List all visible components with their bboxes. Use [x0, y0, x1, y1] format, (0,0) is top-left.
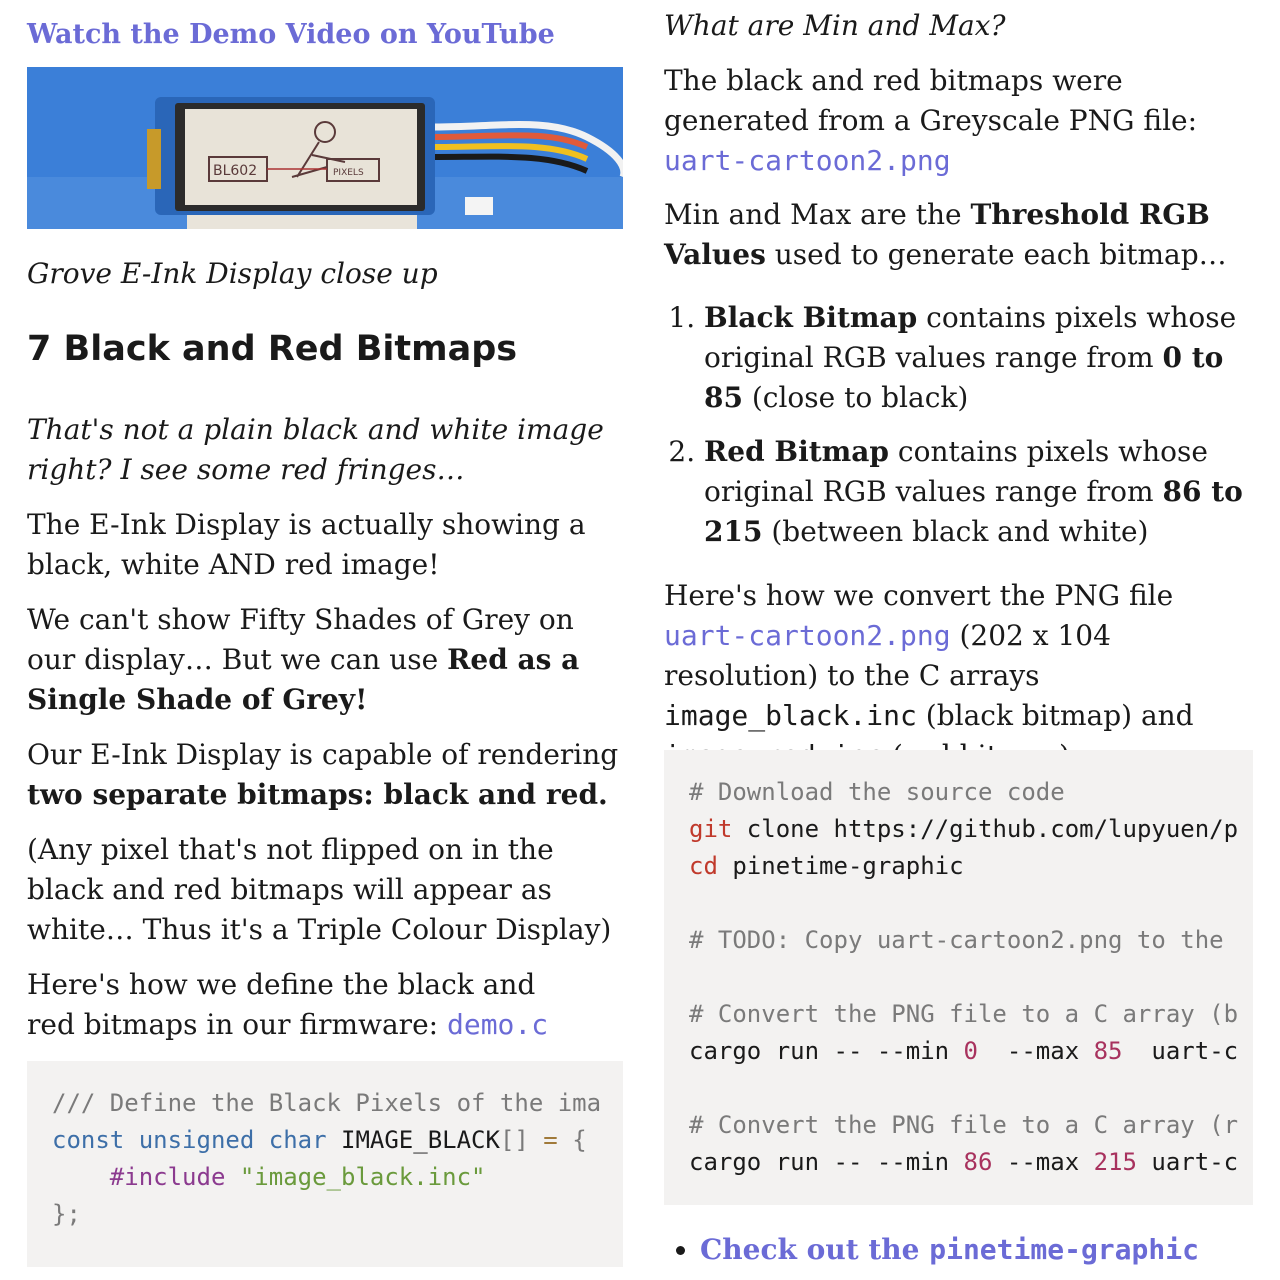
code-cd-args: pinetime-graphic [717, 852, 964, 880]
bullet-link-code: pinetime-graphic [929, 1233, 1199, 1266]
list-item-tail: (close to black) [742, 381, 969, 414]
code-cargo-b: --max [978, 1037, 1094, 1065]
list-item-range: 86 to 215 [704, 475, 1243, 548]
list-item [700, 1230, 1260, 1270]
code-brace-close: }; [52, 1200, 81, 1228]
right-paragraph-3-mid2: (black bitmap) and [916, 699, 1194, 732]
list-item-text: contains pixels whose original RGB values range from [704, 301, 1237, 374]
code-cmd-cd: cd [689, 852, 718, 880]
code-include: #include [109, 1163, 226, 1191]
code-cargo-a: cargo run -- --min [689, 1148, 964, 1176]
list-item [704, 298, 1256, 418]
code-git-args: clone https://github.com/lupyuen/p [732, 815, 1239, 843]
demo-video-link[interactable]: Watch the Demo Video on YouTube [27, 19, 555, 50]
paragraph-2-text: We can't show Fifty Shades of Grey on our display… But we can use [27, 603, 574, 676]
code-number: 215 [1093, 1148, 1137, 1176]
paragraph-1: The E-Ink Display is actually showing a black, white AND red image! [27, 508, 586, 581]
list-item-range: 0 to 85 [704, 341, 1224, 414]
italic-question: What are Min and Max? [664, 9, 1006, 42]
code-cargo-b: --max [992, 1148, 1094, 1176]
photo-caption: Grove E-Ink Display close up [27, 257, 438, 290]
bullet-link-text: Check out the [700, 1233, 930, 1266]
code-number: 86 [963, 1148, 993, 1176]
code-cargo-c: uart-c [1136, 1148, 1239, 1176]
list-item-bold: Red Bitmap [704, 435, 889, 468]
paragraph-3 [27, 735, 623, 815]
paragraph-3-bold: two separate bitmaps: black and red. [27, 778, 608, 811]
code-comment: # Download the source code [689, 778, 1065, 806]
right-paragraph-3 [664, 576, 1256, 776]
uart-cartoon-link-2[interactable]: uart-cartoon2.png [664, 619, 951, 652]
right-paragraph-3-text: Here's how we convert the PNG file [664, 579, 1174, 612]
inline-code-image-black: image_black.inc [664, 699, 917, 732]
code-number: 0 [963, 1037, 978, 1065]
right-paragraph-2-text: Min and Max are the [664, 198, 971, 231]
italic-intro: That's not a plain black and white image right? I see some red fringes… [27, 413, 604, 486]
uart-cartoon-link[interactable]: uart-cartoon2.png [664, 144, 951, 177]
right-paragraph-1-text: The black and red bitmaps were generated from a Greyscale PNG file: [664, 64, 1198, 137]
code-keyword: const unsigned char [52, 1126, 327, 1154]
paragraph-2-bold: Red as a Single Shade of Grey! [27, 643, 580, 716]
paragraph-3-text: Our E-Ink Display is capable of rendering [27, 738, 619, 771]
paragraph-5-text: Here's how we define the black and red bitmaps in our firmware: [27, 968, 536, 1041]
code-comment: # TODO: Copy uart-cartoon2.png to the [689, 926, 1224, 954]
threshold-list [664, 298, 1256, 566]
code-string: "image_black.inc" [239, 1163, 486, 1191]
list-item [704, 432, 1256, 552]
pinetime-graphic-link[interactable] [700, 1233, 1199, 1266]
bullet-list [664, 1230, 1260, 1270]
eink-photo-illustration [27, 67, 623, 229]
list-item-bold: Black Bitmap [704, 301, 918, 334]
code-block-convert [664, 750, 1253, 1205]
code-number: 85 [1093, 1037, 1123, 1065]
right-paragraph-3-mid: (202 x 104 resolution) to the C arrays [664, 619, 1111, 692]
paragraph-4: (Any pixel that's not flipped on in the black and red bitmaps will appear as white… Thus it's a Triple Colour Display) [27, 833, 612, 946]
code-comment: # Convert the PNG file to a C array (r [689, 1111, 1239, 1139]
code-equals: = [528, 1126, 573, 1154]
list-item-text: contains pixels whose original RGB values range from [704, 435, 1208, 508]
code-brackets: [] [499, 1126, 529, 1154]
eink-display-photo [27, 67, 623, 229]
sketch-text-pixels: PIXELS [333, 168, 364, 178]
code-cargo-a: cargo run -- --min [689, 1037, 964, 1065]
code-brace-open: { [572, 1126, 587, 1154]
paragraph-5 [27, 965, 587, 1045]
right-paragraph-2-bold: Threshold RGB Values [664, 198, 1210, 271]
code-comment: # Convert the PNG file to a C array (b [689, 1000, 1239, 1028]
code-block-demo-c [27, 1061, 623, 1267]
paragraph-2 [27, 600, 623, 720]
code-identifier: IMAGE_BLACK [326, 1126, 500, 1154]
demo-c-link[interactable]: demo.c [446, 1008, 549, 1041]
sketch-text-bl602: BL602 [213, 163, 258, 179]
section-heading: 7 Black and Red Bitmaps [27, 329, 518, 369]
code-cmd-git: git [689, 815, 733, 843]
right-paragraph-1 [664, 61, 1224, 181]
code-comment: /// Define the Black Pixels of the ima [52, 1089, 602, 1117]
right-paragraph-2-tail: used to generate each bitmap… [765, 238, 1227, 271]
code-cargo-c: uart-c [1122, 1037, 1239, 1065]
list-item-tail: (between black and white) [762, 515, 1149, 548]
right-paragraph-2 [664, 195, 1256, 275]
